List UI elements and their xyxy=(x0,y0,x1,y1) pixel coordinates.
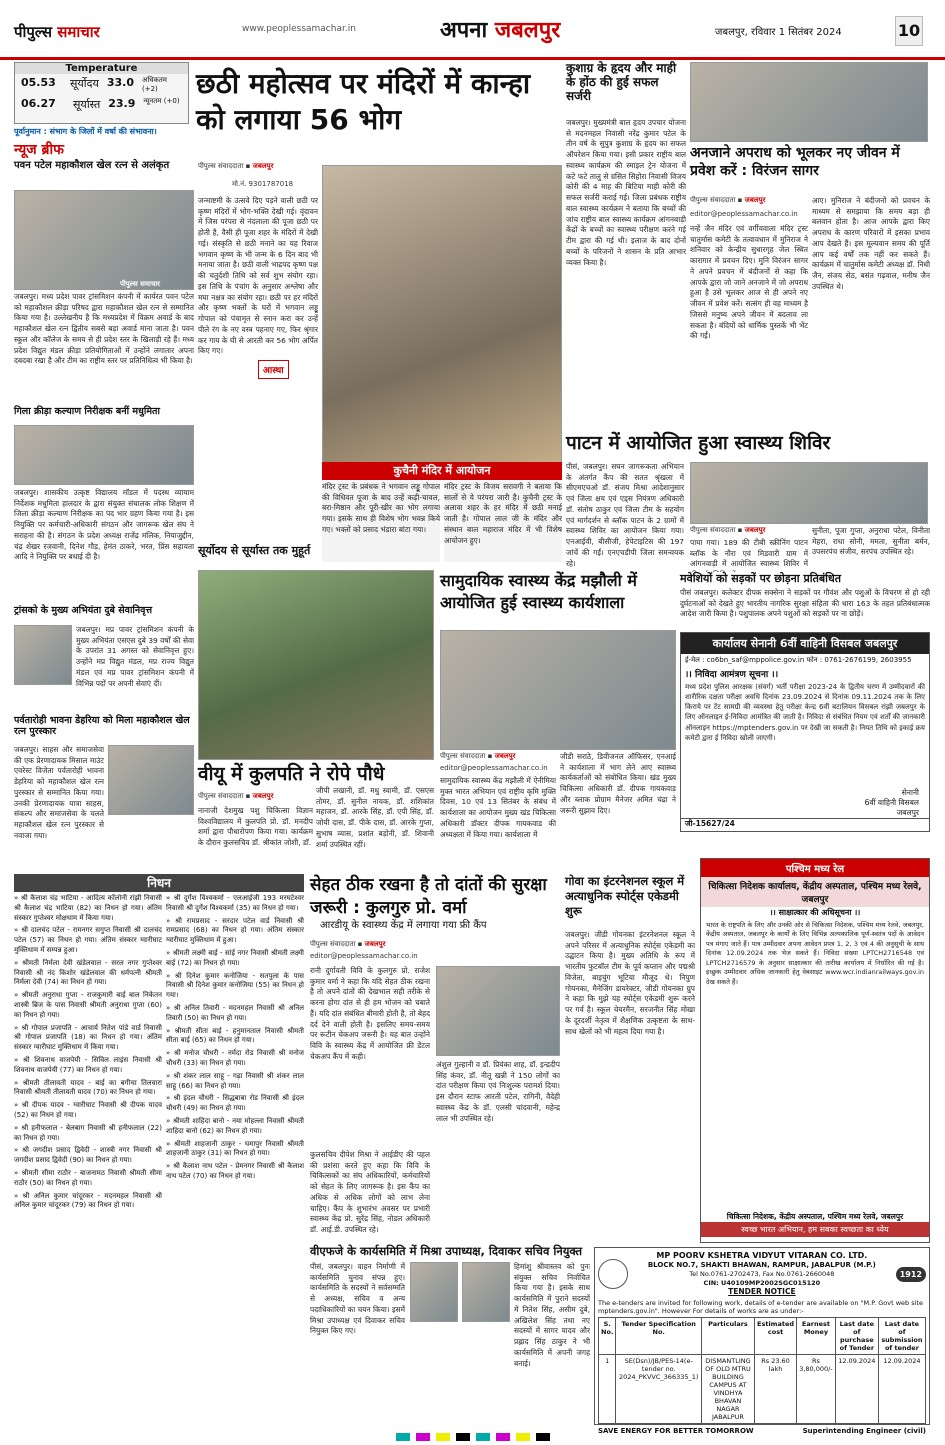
tender-col-header: Earnest Money xyxy=(797,1318,836,1355)
jain-body-2: आए। मुनिराज ने बंदीजनों को प्रवचन के माध्यम से समझाया कि समय बड़ा ही बलवान होता है। आज आपके द्वारा किए अपराध के कारण परिवारों में इसका प्रभाव आप देखते हैं। इस मूल्यवान समय की पूर्ति आप कई वर्षों तक नहीं कर सकते हैं। कार्यक्रम में चातुर्मास कमेटी अध्यक्ष डॉ. निधी जैन, संजय सेठ, बसंत गढ़वाल, मनीष जैन उपस्थित थे। xyxy=(812,196,930,291)
rail-footer: स्वच्छ भारत अभियान, हम सबका स्वच्छता का ध्येय xyxy=(701,1222,929,1237)
vc-body-2: जीपी लखानी, डॉ. मधु स्वामी, डॉ. एसएस तोमर, डॉ. सुनील नायक, डॉ. शशिकांत महाजन, डॉ. आरके सिंह, डॉ. एपी सिंह, डॉ. जोयी दास, डॉ. पीके दास, डॉ. आरके गुप्ता, सुभाष व्यास, प्रशांत बड़ोनी, डॉ. शिवानी शर्मा उपस्थित रहीं। xyxy=(316,786,434,849)
vc-headline: वीयू में कुलपति ने रोपे पौधे xyxy=(198,763,385,785)
majholi-email[interactable]: editor@peoplessamachar.co.in xyxy=(440,764,548,772)
tender-cell: 12.09.2024 xyxy=(878,1355,925,1424)
company-logo xyxy=(598,1259,628,1289)
rail-sign: चिकित्सा निदेशक, केंद्रीय अस्पताल, पश्चिम मध्य रेलवे, जबलपुर xyxy=(726,1212,904,1221)
rail-sub: चिकित्सा निदेशक कार्यालय, केंद्रीय अस्पताल, पश्चिम मध्य रेलवे, जबलपुर xyxy=(701,877,929,907)
railway-notice xyxy=(700,858,930,1243)
obituary-item: » श्रीमती सीता बाई - हनुमानताल निवासी श्रीमती सीता बाई (65) का निधन हो गया। xyxy=(166,1026,304,1045)
obituary-item: » श्रीमती सीमा राठौर - बाजनामठ निवासी श्रीमती सीमा राठौर (50) का निधन हो गया। xyxy=(14,1168,162,1187)
rail-body: भारत के राष्ट्रपति के लिए और उनकी ओर से चिकित्सा निदेशक, पश्चिम मध्य रेलवे, जबलपुर, केंद्रीय अस्पताल, जबलपुर के कार्यों के लिए विभिन्न अल्पकालिक पूर्ण-स्वतंत्र पदों के आवेदन पत्र मंगाए जाते हैं। पात्र उम्मीदवार अपना आवेदन प्रपत्र 1, 2, 3 एवं 4 की अनुसूची के साथ दिनांक 12.09.2024 तक भेज सकते हैं। निविदा संख्या LPTCH2716548 एवं LPTCH2716579 के अनुसार साक्षात्कार की तारीख कार्यालय में निर्धारित की गई है। इच्छुक उम्मीदवार अधिक जानकारी हेतु वेबसाइट www.wcr.indianrailways.gov.in देख सकते हैं। xyxy=(706,921,924,986)
obituary-item: » श्रीमती लक्ष्मी बाई - सांई नगर निवासी श्रीमती लक्ष्मी बाई (72) का निधन हो गया। xyxy=(166,948,304,967)
obituary-title: निधन xyxy=(14,874,304,892)
jain-byline: पीपुल्स संवाददाता ▪ जबलपुर xyxy=(690,196,766,204)
patan-body: पीसं, जबलपुर। सघन जागरूकता अभियान के अंतर्गत कैंप की सतत श्रृंखला में सीएमएचओ डॉ. संजय मिश्रा आदेशानुसार एवं जिला क्षय एवं एड्स नियंत्रण अधिकारी डॉ. संतोष ठाकुर एवं जिला टीम के सहयोग एवं मार्गदर्शन से ब्लॉक पाटन के 2 ग्रामों में स्वास्थ्य शिविर का आयोजन किया गया। एनआईवी, बीसीजी, हेपेटाइटिस की 197 जांचें की गईं। एनएचडीपी जिला समन्वयक रहे। xyxy=(566,462,684,568)
jain-body: नन्हें जैन मंदिर एवं वर्गीयवाला मंदिर ट्रस्ट चातुर्मास कमेटी के तत्वावधान में मुनिराज ने शनिवार को केन्द्रीय सुधारगृह जेल स्थित कारागार में प्रवचन दिए। मुनि विरंजन सागर ने अपने प्रवचन में बंदीजनों से कहा कि आपके द्वारा जो जाने अनजाने में जो अपराध हुआ है उसे भूलकर आज से ही अपने नए जीवन में प्रवेश करें। सत्संग ही वह माध्यम है जिससे मनुष्य अपने जीवन में बदलाव ला सकता है। बंदियों को धार्मिक पुस्तकें भी भेंट की गईं। xyxy=(690,224,808,341)
obituary-list-2 xyxy=(166,894,304,1414)
obituary-item: » श्री दालचंद पटेल - रामनगर सगुप्त निवासी श्री दालचंद पटेल (57) का निधन हो गया। अंतिम संस्कार ग्वारीघाट मुक्तिधाम में सम्पन्न हुआ। xyxy=(14,926,162,954)
ad1-ref: जी-15627/24 xyxy=(681,818,929,829)
majholi-body-2: जीडी सराठे, डिवीजनल ऑफिसर, एनआई ने कार्यशाला में भाग लेने आए स्वास्थ्य कार्यकर्ताओं को संबोधित किया। खंड मुख्य चिकित्सा अधिकारी डॉ. दीपक गायकवाड़ और ब्लाक प्रोग्राम मैनेजर अमित चंद्रा ने जरूरी सुझाव दिए। xyxy=(560,752,676,815)
sunrise-time: 05.53 xyxy=(21,76,56,89)
teeth-body-3: अंशुल गुल्हानी व डॉ. प्रियंका शाह, डॉ. इन्द्रदीप सिंह कंवर, डॉ. नीतू खन्नी ने 150 लोगों का दांत परीक्षण किया एवं निःशुल्क परामर्श दिया। इस दौरान स्टाफ आरती पटेल, रागिनी, वैदेही स्वास्थ्य केंद्र के डॉ. एलसी चांदवानी, महेन्द्र लाल भी उपस्थित रहे। xyxy=(436,1060,560,1123)
majholi-photo xyxy=(440,630,676,750)
obituary-item: » श्री दीपक यादव - ग्वारीघाट निवासी श्री दीपक यादव (52) का निधन हो गया। xyxy=(14,1101,162,1119)
site-url[interactable]: www.peoplessamachar.in xyxy=(242,24,356,34)
pawan-photo xyxy=(14,190,194,290)
majholi-body: सामुदायिक स्वास्थ्य केंद्र मझौली में ऐनीमिया मुक्त भारत अभियान एवं राष्ट्रीय कृमि मुक्ति दिवस, 10 एवं 13 सितंबर के संबंध में कार्यशाला का आयोजन मुख्य खंड चिकित्सा अधिकारी डॉक्टर दीपक गायकवाड की अध्यक्षता में किया गया। कार्यशाला में xyxy=(440,776,556,839)
goa-body: जबलपुर। जीडी गोयनका इंटरनेशनल स्कूल ने अपने परिसर में अत्याधुनिक स्पोर्ट्स एकेडमी का उद्घाटन किया है। मुख्य अतिथि के रूप में भारतीय फुटबॉल टीम के पूर्व कप्तान और पद्मश्री विजेता, बाइचुंग भूटिया मौजूद थे। निपुण गोयनका, मैनेजिंग डायरेक्टर, जीडी गोयनका ग्रुप ने कहा कि मुझे यह स्पोर्ट्स एकेडमी शुरू करने पर गर्व है। स्कूल चेयरमैन, सरजनीत सिंह मोखा के दूरदर्शी नेतृत्व में शैक्षणिक उत्कृष्टता के साथ-साथ खेलों को भी महत्व दिया गया है। xyxy=(565,930,695,1036)
obituary-item: » श्रीमती तीलावती यादव - बाई का बगीचा तिलवारा निवासी श्रीमती तीलावती यादव (70) का निधन हो गया। xyxy=(14,1078,162,1097)
goa-headline: गोवा का इंटरनेशनल स्कूल में अत्याधुनिक स्पोर्ट्स एकेडमी शुरू xyxy=(565,874,685,918)
obituary-item: » श्री कैलाश नाथ पटेल - प्रेमनगर निवासी श्री कैलाश नाथ पटेल (70) का निधन हो गया। xyxy=(166,1162,304,1180)
tender-cell: Rs 3,80,000/- xyxy=(797,1355,836,1424)
obituary-item: » श्रीमती शाहजानी ठाकुर - घमापुर निवासी श्रीमती शाहजानी ठाकुर (31) का निधन हो गया। xyxy=(166,1139,304,1158)
majholi-headline: सामुदायिक स्वास्थ्य केंद्र मझौली में आयोजित हुई स्वास्थ्य कार्यशाला xyxy=(440,571,637,613)
temperature-title: Temperature xyxy=(15,63,188,74)
tender-cell: 1 xyxy=(599,1355,616,1424)
tender-cell: Rs 23.60 lakh xyxy=(754,1355,796,1424)
b2-body: जबलपुर। शासकीय उत्कृष्ट विद्यालय मॉडल में पदस्थ व्यायाम निर्देशक मधुमिता हालदार के द्वारा संयुक्त संचालक लोक शिक्षण में जिला क्रीड़ा कल्याण निरीक्षक का पद भार ग्रहण किया गया है। इस नियुक्ति पर कर्मचारी-अधिकारी संगठन और जागरूक खेल संघ ने सराहना की है। संगठन के प्रदेश अध्यक्ष राजेंद्र मलिक, नियाजुद्दीन, चंद्र शेखर रजवानी, दिनेश गौड़, हेमंत ठाकरे, भरत, प्रिंस सहायता आदि ने नियुक्ति पर बधाई दी है। xyxy=(14,488,194,562)
caption-body: मंदिर ट्रस्ट के प्रबंधक ने भगवान लड्डू गोपाल की विधिवत पूजा के बाद उन्हें कढ़ी-चावल, बरा-मिष्ठान और पूरी-खीर का भोग लगाया गया। इसके साथ ही विशेष भोग भवन्न किये गए। भक्तों को प्रसाद भंडारा बांटा गया। xyxy=(322,482,440,562)
obituary-item: » श्रीमती अनुराधा गुप्ता - राजकुमारी बाई बाल निकेतन शास्त्री ब्रिज के पास निवासी श्रीमती अनुराधा गुप्ता (60) का निधन हो गया। xyxy=(14,991,162,1019)
tender-col-header: Last date of purchase of Tender xyxy=(835,1318,878,1355)
majholi-byline: पीपुल्स संवाददाता ▪ जबलपुर xyxy=(440,752,516,760)
b1-headline: पवन पटेल महाकौशल खेल रत्न से अलंकृत xyxy=(14,160,170,171)
obituary-item: » श्री हनीफलाल - बेलबाग निवासी श्री हनीफलाल (22) का निधन हो गया। xyxy=(14,1123,162,1142)
news-brief-title: न्यूज ब्रीफ xyxy=(14,142,64,158)
teeth-headline: सेहत ठीक रखना है तो दांतों की सुरक्षा जरूरी : कुलगुरु प्रो. वर्मा xyxy=(310,875,547,918)
obituary-item: » श्री मनोज चौधरी - नर्मदा रोड निवासी श्री मनोज चौधरी (33) का निधन हो गया। xyxy=(166,1049,304,1067)
teeth-body: रानी दुर्गावती विवि के कुलगुरु प्रो. राजेश कुमार वर्मा ने कहा कि यदि सेहत ठीक रखना है तो अपने दांतों की देखभाल सही तरीके से करना होगा दांत से ही हम भोजन को चबाते हैं। यदि दांत संबंधित बीमारी होती है, तो बेहद दर्द देने वाली होती है। इसलिए समय-समय पर रूटीन चेकअप जरूरी है। यह बात उन्होंने विवि के स्वास्थ्य केंद्र में आयोजित फ्री डेंटल चेकअप कैंप में कही। xyxy=(310,966,430,1061)
lead-photo-caption: कुचैनी मंदिर में आयोजन xyxy=(322,462,562,480)
diwakar-photo xyxy=(462,1262,510,1322)
vc-body: नानाजी देशमुख पशु चिकित्सा विज्ञान विश्वविद्यालय में कुलपति प्रो. डॉ. मनदीप शर्मा द्वारा पौधारोपण किया गया। कार्यक्रम के दौरान कुलसचिव डॉ. श्रीकांत जोशी, डॉ. xyxy=(198,806,313,848)
tender-company: MP POORV KSHETRA VIDYUT VITARAN CO. LTD. xyxy=(656,1251,868,1260)
sunset-label: सूर्यास्त xyxy=(73,98,101,111)
cattle-headline: मवेशियों को सड़कों पर छोड़ना प्रतिबंधित xyxy=(680,572,842,585)
jain-email[interactable]: editor@peoplessamachar.co.in xyxy=(690,210,798,218)
mishra-body-2: हिमांशु श्रीवास्तव को पुनः संयुक्त सचिव निर्वाचित किया गया है। इसके साथ कार्यसमिति में पुराने सदस्यों में नितेश सिंह, असीम दुबे, अखिलेश सिंह तथा नए सदस्यों में सागर यादव और प्रह्लाद सिंह ठाकुर ने भी कार्यसमिति में अपनी जगह बनाई। xyxy=(514,1262,590,1368)
mishra-headline: वीएफजे के कार्यसमिति में मिश्रा उपाध्यक्ष, दिवाकर सचिव नियुक्त xyxy=(310,1244,583,1258)
max-temp: 33.0 xyxy=(106,76,134,89)
temperature-box xyxy=(14,62,189,124)
patan-byline: पीपुल्स संवाददाता ▪ जबलपुर xyxy=(690,526,766,534)
heart-body: जबलपुर। मुख्यमंत्री बाल हृदय उपचार योजना से मदनमहल निवासी नरेंद्र कुमार पटेल के तीन वर्ष के सुपुत्र कुशाग्र के हृदय का सफल ऑपरेशन किया गया। इसी प्रकार राष्ट्रीय बाल स्वास्थ्य कार्यक्रम की स्माइल ट्रेन योजना में कटे फटे तालु से ग्रसित सिहोरा निवासी विजय कोरी की 4 माह की बिटिया माही कोरी की सफल सर्जरी कराई गई। जिला प्रबंधक राष्ट्रीय बाल स्वास्थ्य कार्यक्रम ने बताया कि बच्चों की जांच राष्ट्रीय बाल स्वास्थ्य कार्यक्रम आंगनबाड़ी केंद्रों के बच्चों का स्वास्थ्य परीक्षण करने गई टीम द्वारा की गई थी। इलाज के बाद दोनों बच्चों के परिजनों ने शासन के प्रति आभार व्यक्त किया है। xyxy=(566,118,686,267)
b1-body: जबलपुर। मध्य प्रदेश पावर ट्रांसमिशन कंपनी में कार्यरत पवन पटेल को महाकौशल क्रीड़ा परिषद द्वारा महाकौशल खेल रत्न से सम्मानित किया गया है। उल्लेखनीय है कि मध्यप्रदेश में विक्रम अवार्ड के बाद महाकौशल खेल रत्न द्वितीय सबसे बड़ा अवार्ड माना जाता है। पवन स्कूल और कॉलेज के समय से ही प्रदेश स्तर के खिलाड़ी रहे हैं। मध्य प्रदेश विद्युत मंडल क्रीड़ा प्रतियोगिताओं में उन्होंने लगातार अपना दबदबा रखा है और टीम का राष्ट्रीय स्तर पर प्रतिनिधित्व भी किया है। xyxy=(14,292,194,366)
tender-cell: DISMANTLING OF OLD MTRU BUILDING CAMPUS AT VINDHYA BHAVAN NAGAR JABALPUR xyxy=(701,1355,754,1424)
obituary-item: » श्री अनिल तिवारी - मदनमहल निवासी श्री अनिल तिवारी (50) का निधन हो गया। xyxy=(166,1003,304,1022)
aastha-badge: आस्था xyxy=(258,360,289,379)
ad1-title: कार्यालय सेनानी 6वीं वाहिनी विसबल जबलपुर xyxy=(681,633,929,654)
page-section-title: अपना जबलपुर xyxy=(440,18,561,43)
madhumita-photo xyxy=(14,425,194,485)
ad1-body: मध्य प्रदेश पुलिस आरक्षक (संवर्ग) भर्ती परीक्षा 2023-24 के द्वितीय चरण में उम्मीदवारों की शारीरिक दक्षता परीक्षा अवधि दिनांक 23.09.2024 से दिनांक 09.11.2024 तक के लिए किराये पर टेंट सामग्री की व्यवस्था हेतु परीक्षा केन्द्र 6वीं बटालियन विसबल रांझी जबलपुर के लिए ऑनलाइन ई-निविदा आमंत्रित की जाती है। निविदा से संबंधित नियम एवं शर्तों की जानकारी ऑनलाइन https://mptenders.gov.in पर देखी जा सकती है। नियत तिथि को इकाई क्रय कमेटी द्वारा ई निविदा खोली जाएगी। xyxy=(685,683,925,742)
tender-sign: Superintending Engineer (civil) xyxy=(802,1427,926,1436)
mishra-body: पीसं, जबलपुर। वाहन निर्माणी में कार्यसमिति चुनाव संपन्न हुए। कार्यसमिति के सदस्यों ने सर्वसम्मति से अध्यक्ष, सचिव व अन्य पदाधिकारियों का चयन किया। इसमें मिश्रा उपाध्यक्ष एवं दिवाकर सचिव नियुक्त किए गए। xyxy=(310,1262,405,1336)
b4-headline: पर्वतारोही भावना डेहरिया को मिला महाकौशल खेल रत्न पुरस्कार xyxy=(14,715,190,737)
obituary-item: » श्रीमती शाहिदा बानो - नया मोहल्ला निवासी श्रीमती शाहिदा बानो (62) का निधन हो गया। xyxy=(166,1116,304,1135)
sunrise-label: सूर्योदय xyxy=(69,77,99,90)
tender-col-header: S. No. xyxy=(599,1318,616,1355)
tender-tel: Tel No.0761-2702473, Fax No.0761-2660048 xyxy=(689,1270,835,1279)
obituary-item: » श्री अनिल कुमार चांदूरकर - मदनमहल निवासी श्री अनिल कुमार चांदूरकर (79) का निधन हो गया। xyxy=(14,1191,162,1210)
caption-body-2: मंदिर ट्रस्ट के विजय सरावगी ने बताया कि सालों से ये परंपरा जारी है। कुचैनी ट्रस्ट के अलावा शहर के हर मंदिर में छठी मनाई जाती है। गोपाल लाल जी के मंदिर और संस्थान बाल महाराज मंदिर में भी विशेष आयोजन हुए। xyxy=(444,482,562,562)
mishra-photo xyxy=(410,1262,458,1322)
ad1-sub: ।। निविदा आमंत्रण सूचना ।। xyxy=(685,670,779,680)
forecast: पूर्वानुमान : संभाग के जिलों में वर्षा की संभावना। xyxy=(14,127,157,136)
tender-notice: The e-tenders are invited for following work, details of e-tender are available on "M.P. Govt web site mptenders.gov.in". However For details of works are as under:- xyxy=(598,1299,923,1316)
lead-body: जन्माष्टमी के उत्सवे दिए पड़ने वाली छठी पर कृष्ण मंदिरों में भोग-भक्ति देखी गई। वृंदावन में जिस परंपरा से नंदलाला की पूजा छठी पर होती है, वैसी ही पूजा शहर के मंदिरों में देखी गई। संस्कृति से छठी मनाने का यह रिवाज भगवान कृष्ण के भी जन्म के 6 दिन बाद भी मनाया जाता है। छठी वाली भाद्रपद कृष्ण पक्ष की चतुर्दशी तिथि को सर्व शुभ संयोग रहा। इस तिथि के पंचांग के अनुसार अश्लेषा और मघा नक्षत्र का संयोग रहा। छठी पर हर मंदिरों और कृष्ण भक्तों के घरों में भगवान लड्डू गोपाल को पंचामृत से स्नान करा कर उन्हें पीले रंग के नए वस्त्र पहनाए गए, फिर श्रृंगार कर गाय के घी से आरती कर 56 भोग अर्पित किए गए। xyxy=(198,196,318,356)
tender-number: 1912 xyxy=(896,1267,926,1282)
heart-headline: कुशाग्र के हृदय और माही के होंठ की हुई सफल सर्जरी xyxy=(566,61,677,103)
print-color-bar xyxy=(0,1428,945,1445)
bhavna-photo xyxy=(108,745,194,815)
page-number: 10 xyxy=(895,16,923,46)
mpkvvc-tender xyxy=(594,1247,930,1436)
tender-col-header: Last date of submission of tender xyxy=(878,1318,925,1355)
lead-byline: पीपुल्स संवाददाता ▪ जबलपुर xyxy=(198,162,274,170)
rail-header: पश्चिम मध्य रेल xyxy=(701,859,929,877)
masthead xyxy=(0,0,945,60)
lead-headline: छठी महोत्सव पर मंदिरों में कान्हा को लगाया 56 भोग xyxy=(196,67,531,137)
lead-subhead: सूर्योदय से सूर्यास्त तक मुहूर्त xyxy=(198,544,311,557)
teeth-email[interactable]: editor@peoplessamachar.co.in xyxy=(310,952,418,960)
cattle-body: पीसं जबलपुर। कलेक्टर दीपक सक्सेना ने सड़कों पर गौवंश और पशुओं के विचरण से हो रही दुर्घटनाओं को देखते हुए भारतीय नागरिक सुरक्षा संहिता की धारा 163 के तहत प्रतिबंधात्मक आदेश जारी किया है। पशुपालक अपने पशुओं को सड़कों पर ना छोड़ें। xyxy=(680,588,930,619)
lead-mobile: मो.नं. 9301787018 xyxy=(232,180,294,188)
obituary-item: » श्री शिवनाथ वाजपेयी - सिविल लाइंस निवासी श्री शिवनाथ वाजपेयी (77) का निधन हो गया। xyxy=(14,1055,162,1074)
rail-sub2: ।। साक्षात्कार की अधिसूचना ।। xyxy=(769,908,861,917)
obituary-item: » श्री शंकर लाल साहू - गढ़ा निवासी श्री शंकर लाल साहू (66) का निधन हो गया। xyxy=(166,1071,304,1090)
tender-table xyxy=(598,1317,926,1424)
jain-headline: अनजाने अपराध को भूलकर नए जीवन में प्रवेश करें : विरंजन सागर xyxy=(690,145,900,180)
dateline: जबलपुर, रविवार 1 सितंबर 2024 xyxy=(715,27,842,38)
tender-slogan: SAVE ENERGY FOR BETTER TOMORROW xyxy=(598,1427,754,1436)
tender-title: TENDER NOTICE xyxy=(728,1287,796,1297)
obituary-list xyxy=(14,894,162,1414)
tender-address: BLOCK NO.7, SHAKTI BHAWAN, RAMPUR, JABALPUR (M.P.) xyxy=(647,1261,876,1270)
obituary-item: » श्री दुर्गेश विश्वकर्मा - एलआईजी 193 मरघटेश्वर निवासी श्री दुर्गेश विश्वकर्मा (35) का निधन हो गया। xyxy=(166,894,304,912)
max-label: अधिकतम (+2) xyxy=(141,76,167,93)
dubey-photo xyxy=(14,625,72,685)
temple-photo xyxy=(322,165,562,475)
patan-photo xyxy=(690,462,928,524)
tender-col-header: Particulars xyxy=(701,1318,754,1355)
min-label: न्यूनतम (+0) xyxy=(143,97,180,105)
paper-logo: पीपुल्स समाचार xyxy=(14,23,100,41)
teeth-body-2: कुलसचिव दीपेश मिश्रा ने आईडीए की पहल की प्रशंसा करते हुए कहा कि विवि के चिकित्सकों का संघ अधिकारियों, कर्मचारियों को सेहत के लिए जागरूक है। इस कैंप का अधिक से अधिक लोगों को लाभ लेना चाहिए। कैंप के शुभारंभ अवसर पर प्रभारी स्वास्थ्य केंद्र प्रो. सुरेंद्र सिंह, नोडल अधिकारी डॉ. आई.डी. उपस्थित रहे। xyxy=(310,1150,430,1235)
obituary-item: » श्री इंदल चौधरी - सिद्धबाबा रोड निवासी श्री इंदल चौधरी (49) का निधन हो गया। xyxy=(166,1094,304,1113)
tender-cell: 12.09.2024 xyxy=(835,1355,878,1424)
ad1-email: ई-मेल : co6bn_saf@mppolice.gov.in फोन : 0761-2676199, 2603955 xyxy=(685,656,912,664)
photo-credit: पीपुल्स समाचार xyxy=(120,280,161,288)
obituary-item: » श्री रामप्रसाद - सरदार पटेल वार्ड निवासी श्री रामप्रसाद (68) का निधन हो गया। अंतिम संस्कार ग्वारीघाट मुक्तिधाम में हुआ। xyxy=(166,916,304,945)
obituary-item: » श्री गोपाल प्रजापति - आचार्य नितेश पांडे वार्ड निवासी श्री गोपाल प्रजापति (18) का निधन हो गया। अंतिम संस्कार ग्वारीघाट मुक्तिधाम में किया गया। xyxy=(14,1023,162,1052)
b3-headline: ट्रांसको के मुख्य अभियंता दुबे सेवानिवृत्त xyxy=(14,605,153,616)
patan-body-2: पाया गया। 189 की टीबी स्क्रीनिंग पाटन ब्लॉक के नौरा एवं मिडवारी ग्राम में आंगनवाड़ी में आयोजित स्वास्थ्य शिविर में xyxy=(690,538,808,569)
tender-cell: SE(Dsn)/JB/PES-14(e-tender no. 2024_PKVVC_366335_1) xyxy=(616,1355,702,1424)
teeth-byline: पीपुल्स संवाददाता ▪ जबलपुर xyxy=(310,940,386,948)
patan-body-3: सुनीता, पूजा गुप्ता, अनुराधा पटेल, विनीता मेहरा, राधा सोनी, ममता, सुनीता बर्मन, उपसरपंच संजीव, सरपंच उपस्थित रहे। xyxy=(812,526,930,557)
min-temp: 23.9 xyxy=(108,97,136,110)
teeth-subhead: आरडीयू के स्वास्थ्य केंद्र में लगाया गया फ्री कैंप xyxy=(320,920,487,931)
obituary-item: » श्री दिनेश कुमार कनोजिया - सतपुला के पास निवासी श्री दिनेश कुमार कनोजिया (55) का निधन हो गया। xyxy=(166,971,304,1000)
b2-headline: गिला क्रीड़ा कल्याण निरीक्षक बनीं मधुमिता xyxy=(14,406,160,417)
sunset-time: 06.27 xyxy=(21,97,56,110)
patan-headline: पाटन में आयोजित हुआ स्वास्थ्य शिविर xyxy=(566,432,831,454)
vc-photo xyxy=(198,570,434,760)
obituary-item: » श्रीमती निर्मला देवी खंडेलवाल - सरल नगर गुप्तेश्वर निवासी श्री नंद किशोर खंडेलवाल की धर्मपत्नी श्रीमती निर्मला देवी (74) का निधन हो गया। xyxy=(14,958,162,987)
tender-col-header: Tender Specification No. xyxy=(616,1318,702,1355)
obituary-item: » श्री कैलाश चंद्र भाटिया - आदित्य कॉलोनी रांझी निवासी श्री कैलाश चंद्र भाटिया (82) का निधन हो गया। अंतिम संस्कार गुप्तेश्वर मोक्षधाम में किया गया। xyxy=(14,894,162,922)
senani-tender-notice xyxy=(680,632,930,832)
b3-body: जबलपुर। मप्र पावर ट्रांसमिशन कंपनी के मुख्य अभियंता एसएस दुबे 39 वर्षों की सेवा के उपरांत 31 अगस्त को सेवानिवृत्त हुए। उन्होंने मप्र विद्युत मंडल, मप्र राज्य विद्युत मंडल एवं मप्र पावर ट्रांसमिशन कंपनी में विभिन्न पदों पर अपनी सेवाएं दीं। xyxy=(76,625,194,688)
ad1-signature: सेनानी 6वीं वाहिनी विसबल जबलपुर xyxy=(864,788,919,818)
vc-byline: पीपुल्स संवाददाता ▪ जबलपुर xyxy=(198,792,274,800)
b4-body: जबलपुर। साहस और समाजसेवा की एक प्रेरणादायक मिसाल माउंट एवरेस्ट विजेता पर्वतारोही भावना डेहरिया को महाकौशल खेल रत्न पुरस्कार से सम्मानित किया गया। उनकी प्रेरणादायक यात्रा साहस, संकल्प और समाजसेवा के चलते महाकौशल खेल रत्न पुरस्कार से नवाजा गया। xyxy=(14,745,104,840)
tender-cin: CIN: U40109MP2002SGC015120 xyxy=(703,1278,821,1287)
teeth-photo xyxy=(436,966,560,1056)
tender-col-header: Estimated cost xyxy=(754,1318,796,1355)
obituary-item: » श्री जगदीश प्रसाद द्विवेदी - शास्त्री नगर निवासी श्री जगदीश प्रसाद द्विवेदी (90) का निधन हो गया। xyxy=(14,1146,162,1165)
jain-photo xyxy=(690,62,928,142)
